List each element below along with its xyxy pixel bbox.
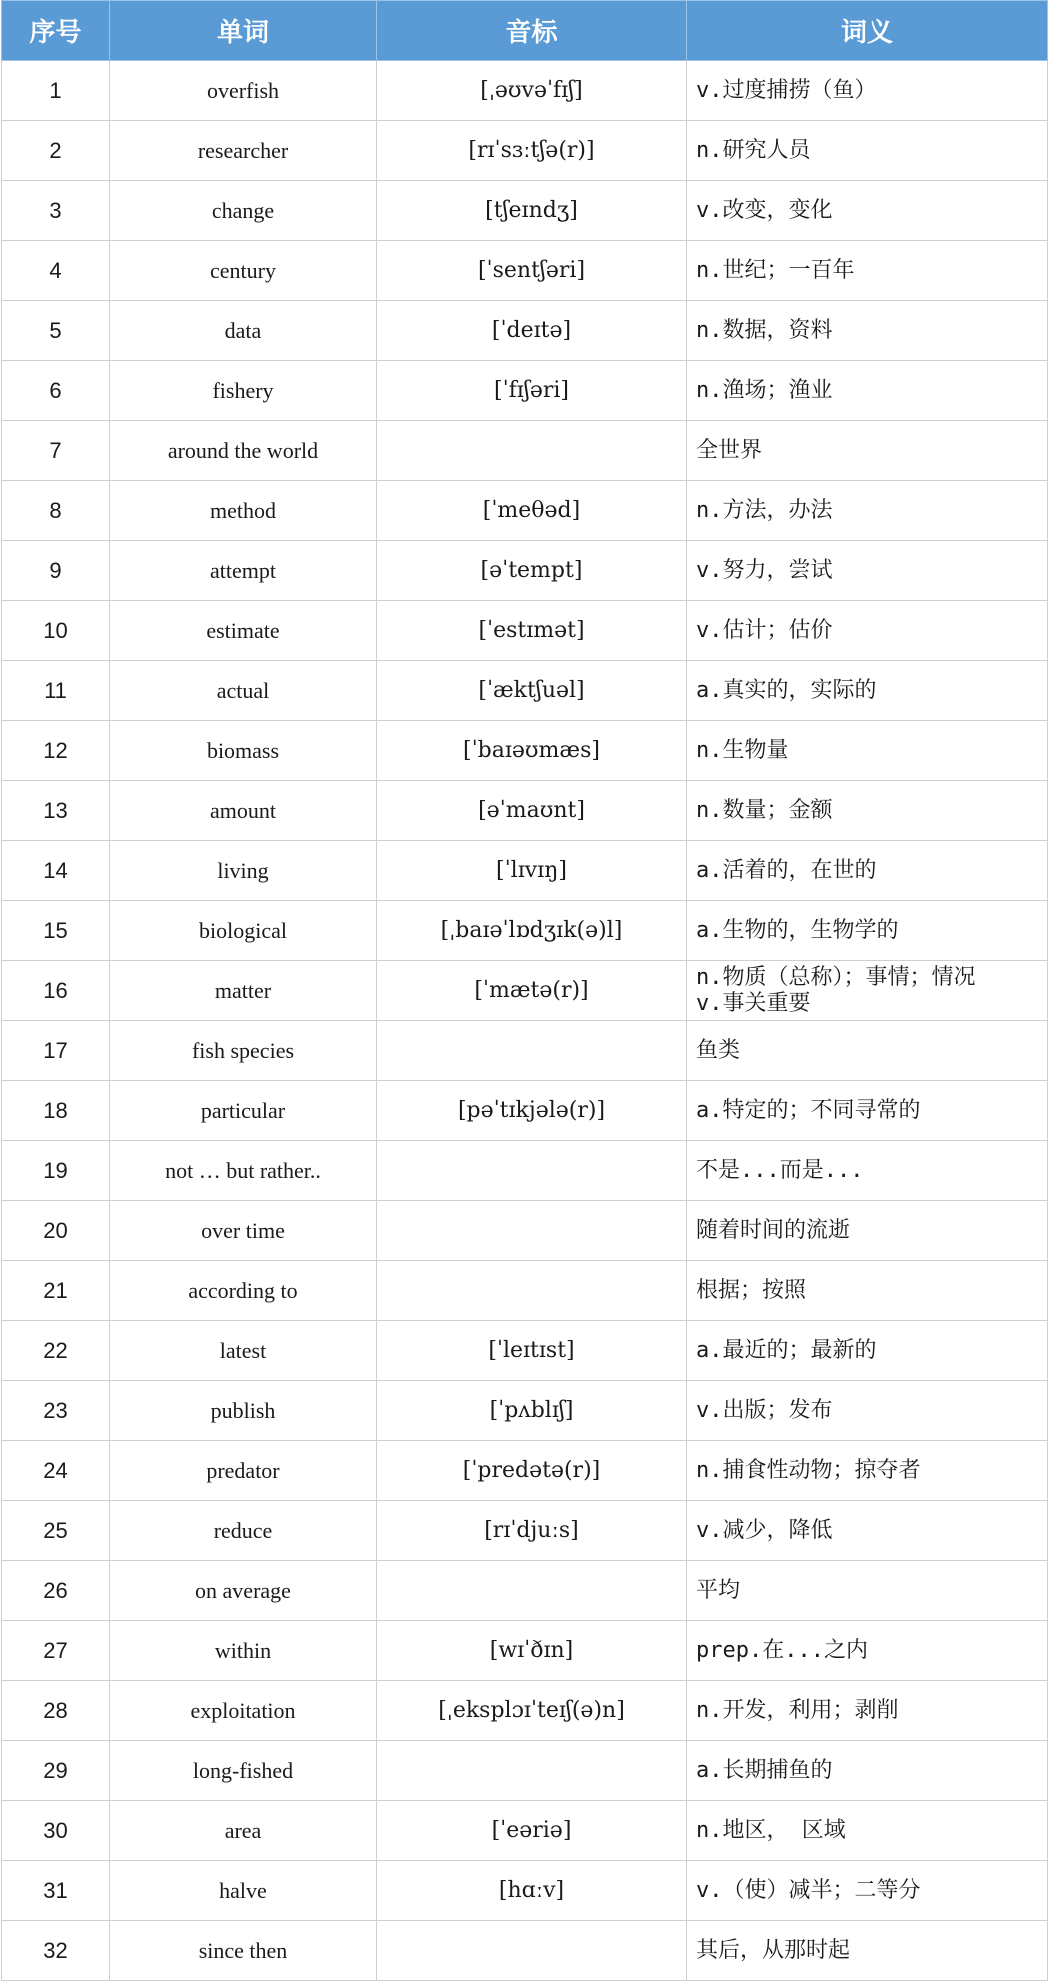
row-phonetic: [ˈpʌblɪʃ] bbox=[377, 1381, 687, 1441]
table-row bbox=[2, 841, 1048, 901]
row-phonetic bbox=[377, 421, 687, 481]
row-phonetic: [əˈtempt] bbox=[377, 541, 687, 601]
row-meaning: 平均 bbox=[687, 1561, 1048, 1621]
row-meaning: v.过度捕捞（鱼） bbox=[687, 61, 1048, 121]
row-word: data bbox=[110, 301, 377, 361]
row-meaning: a.真实的，实际的 bbox=[687, 661, 1048, 721]
row-word: reduce bbox=[110, 1501, 377, 1561]
row-meaning: 随着时间的流逝 bbox=[687, 1201, 1048, 1261]
table-row bbox=[2, 61, 1048, 121]
row-meaning: a.长期捕鱼的 bbox=[687, 1741, 1048, 1801]
row-meaning: n.生物量 bbox=[687, 721, 1048, 781]
row-phonetic bbox=[377, 1261, 687, 1321]
row-phonetic bbox=[377, 1741, 687, 1801]
row-meaning: 全世界 bbox=[687, 421, 1048, 481]
row-meaning: v.出版；发布 bbox=[687, 1381, 1048, 1441]
table-row bbox=[2, 541, 1048, 601]
row-meaning: a.活着的，在世的 bbox=[687, 841, 1048, 901]
row-index: 25 bbox=[2, 1501, 110, 1561]
row-word: fish species bbox=[110, 1021, 377, 1081]
row-meaning: v.改变，变化 bbox=[687, 181, 1048, 241]
row-meaning: n.渔场；渔业 bbox=[687, 361, 1048, 421]
row-phonetic: [ˌbaɪəˈlɒdʒɪk(ə)l] bbox=[377, 901, 687, 961]
row-phonetic bbox=[377, 1021, 687, 1081]
table-row bbox=[2, 481, 1048, 541]
row-phonetic: [hɑːv] bbox=[377, 1861, 687, 1921]
row-phonetic: [ˈleɪtɪst] bbox=[377, 1321, 687, 1381]
row-phonetic: [pəˈtɪkjələ(r)] bbox=[377, 1081, 687, 1141]
table-row bbox=[2, 781, 1048, 841]
row-word: fishery bbox=[110, 361, 377, 421]
row-meaning: v.努力，尝试 bbox=[687, 541, 1048, 601]
row-phonetic bbox=[377, 1921, 687, 1981]
row-index: 32 bbox=[2, 1921, 110, 1981]
row-word: overfish bbox=[110, 61, 377, 121]
row-index: 19 bbox=[2, 1141, 110, 1201]
row-meaning: n.地区， 区域 bbox=[687, 1801, 1048, 1861]
row-meaning: 鱼类 bbox=[687, 1021, 1048, 1081]
table-row bbox=[2, 901, 1048, 961]
row-word: not … but rather.. bbox=[110, 1141, 377, 1201]
row-word: century bbox=[110, 241, 377, 301]
row-word: according to bbox=[110, 1261, 377, 1321]
row-word: estimate bbox=[110, 601, 377, 661]
row-index: 31 bbox=[2, 1861, 110, 1921]
row-meaning: n.开发，利用；剥削 bbox=[687, 1681, 1048, 1741]
row-index: 5 bbox=[2, 301, 110, 361]
row-index: 1 bbox=[2, 61, 110, 121]
table-row bbox=[2, 301, 1048, 361]
row-meaning: a.生物的，生物学的 bbox=[687, 901, 1048, 961]
row-phonetic: [wɪˈðɪn] bbox=[377, 1621, 687, 1681]
row-meaning: 其后，从那时起 bbox=[687, 1921, 1048, 1981]
row-word: latest bbox=[110, 1321, 377, 1381]
row-index: 18 bbox=[2, 1081, 110, 1141]
header-phonetic: 音标 bbox=[377, 1, 687, 61]
row-index: 8 bbox=[2, 481, 110, 541]
row-word: area bbox=[110, 1801, 377, 1861]
table-row bbox=[2, 721, 1048, 781]
table-row bbox=[2, 361, 1048, 421]
header-meaning: 词义 bbox=[687, 1, 1048, 61]
row-index: 26 bbox=[2, 1561, 110, 1621]
vocabulary-table bbox=[1, 0, 1048, 1981]
row-word: halve bbox=[110, 1861, 377, 1921]
row-word: within bbox=[110, 1621, 377, 1681]
row-index: 3 bbox=[2, 181, 110, 241]
row-word: method bbox=[110, 481, 377, 541]
row-index: 4 bbox=[2, 241, 110, 301]
header-index: 序号 bbox=[2, 1, 110, 61]
row-index: 11 bbox=[2, 661, 110, 721]
row-word: publish bbox=[110, 1381, 377, 1441]
table-row bbox=[2, 1081, 1048, 1141]
table-row bbox=[2, 1441, 1048, 1501]
row-meaning: 根据；按照 bbox=[687, 1261, 1048, 1321]
row-meaning: v.（使）减半；二等分 bbox=[687, 1861, 1048, 1921]
row-word: since then bbox=[110, 1921, 377, 1981]
row-meaning: v.估计；估价 bbox=[687, 601, 1048, 661]
header-word: 单词 bbox=[110, 1, 377, 61]
row-phonetic: [ˈæktʃuəl] bbox=[377, 661, 687, 721]
row-phonetic: [ˈeəriə] bbox=[377, 1801, 687, 1861]
table-row bbox=[2, 601, 1048, 661]
row-phonetic: [əˈmaʊnt] bbox=[377, 781, 687, 841]
row-meaning: n.捕食性动物；掠夺者 bbox=[687, 1441, 1048, 1501]
row-word: over time bbox=[110, 1201, 377, 1261]
row-word: particular bbox=[110, 1081, 377, 1141]
row-index: 22 bbox=[2, 1321, 110, 1381]
table-row bbox=[2, 1621, 1048, 1681]
row-phonetic: [ˈmeθəd] bbox=[377, 481, 687, 541]
row-word: attempt bbox=[110, 541, 377, 601]
table-body bbox=[2, 61, 1048, 1981]
row-index: 13 bbox=[2, 781, 110, 841]
table-row bbox=[2, 181, 1048, 241]
row-meaning: n.方法，办法 bbox=[687, 481, 1048, 541]
table-row bbox=[2, 961, 1048, 1021]
row-word: actual bbox=[110, 661, 377, 721]
row-phonetic: [ˈsentʃəri] bbox=[377, 241, 687, 301]
row-phonetic: [ˈfɪʃəri] bbox=[377, 361, 687, 421]
row-phonetic: [ˈpredətə(r)] bbox=[377, 1441, 687, 1501]
row-phonetic: [ˈbaɪəʊmæs] bbox=[377, 721, 687, 781]
row-meaning: prep.在...之内 bbox=[687, 1621, 1048, 1681]
row-index: 7 bbox=[2, 421, 110, 481]
row-index: 6 bbox=[2, 361, 110, 421]
row-word: change bbox=[110, 181, 377, 241]
row-index: 16 bbox=[2, 961, 110, 1021]
row-phonetic: [ˈestɪmət] bbox=[377, 601, 687, 661]
table-row bbox=[2, 1501, 1048, 1561]
row-index: 21 bbox=[2, 1261, 110, 1321]
table-row bbox=[2, 661, 1048, 721]
row-index: 2 bbox=[2, 121, 110, 181]
row-word: living bbox=[110, 841, 377, 901]
row-word: matter bbox=[110, 961, 377, 1021]
row-word: researcher bbox=[110, 121, 377, 181]
row-word: biomass bbox=[110, 721, 377, 781]
row-index: 27 bbox=[2, 1621, 110, 1681]
row-index: 10 bbox=[2, 601, 110, 661]
row-phonetic: [tʃeɪndʒ] bbox=[377, 181, 687, 241]
row-index: 14 bbox=[2, 841, 110, 901]
row-phonetic: [ˈlɪvɪŋ] bbox=[377, 841, 687, 901]
row-index: 12 bbox=[2, 721, 110, 781]
row-meaning: v.减少，降低 bbox=[687, 1501, 1048, 1561]
row-meaning: 不是...而是... bbox=[687, 1141, 1048, 1201]
table-row bbox=[2, 1021, 1048, 1081]
row-phonetic: [ˌəʊvəˈfɪʃ] bbox=[377, 61, 687, 121]
row-index: 30 bbox=[2, 1801, 110, 1861]
row-index: 29 bbox=[2, 1741, 110, 1801]
row-index: 17 bbox=[2, 1021, 110, 1081]
row-phonetic: [ˈdeɪtə] bbox=[377, 301, 687, 361]
row-phonetic: [ˈmætə(r)] bbox=[377, 961, 687, 1021]
row-meaning: a.特定的；不同寻常的 bbox=[687, 1081, 1048, 1141]
table-row bbox=[2, 1561, 1048, 1621]
row-phonetic: [rɪˈsɜːtʃə(r)] bbox=[377, 121, 687, 181]
row-meaning: n.研究人员 bbox=[687, 121, 1048, 181]
row-phonetic: [ˌeksplɔɪˈteɪʃ(ə)n] bbox=[377, 1681, 687, 1741]
row-word: predator bbox=[110, 1441, 377, 1501]
row-phonetic bbox=[377, 1201, 687, 1261]
row-meaning: n.数量；金额 bbox=[687, 781, 1048, 841]
table-row bbox=[2, 1861, 1048, 1921]
table-row bbox=[2, 1681, 1048, 1741]
row-index: 9 bbox=[2, 541, 110, 601]
row-index: 20 bbox=[2, 1201, 110, 1261]
table-row bbox=[2, 241, 1048, 301]
row-index: 24 bbox=[2, 1441, 110, 1501]
table-row bbox=[2, 1261, 1048, 1321]
row-word: amount bbox=[110, 781, 377, 841]
row-word: biological bbox=[110, 901, 377, 961]
row-meaning: a.最近的；最新的 bbox=[687, 1321, 1048, 1381]
table-row bbox=[2, 1741, 1048, 1801]
row-word: exploitation bbox=[110, 1681, 377, 1741]
table-row bbox=[2, 1201, 1048, 1261]
row-meaning: n.数据，资料 bbox=[687, 301, 1048, 361]
row-meaning: n.物质（总称）；事情；情况 v.事关重要 bbox=[687, 961, 1048, 1021]
table-row bbox=[2, 1141, 1048, 1201]
row-index: 15 bbox=[2, 901, 110, 961]
row-phonetic: [rɪˈdjuːs] bbox=[377, 1501, 687, 1561]
table-row bbox=[2, 121, 1048, 181]
table-row bbox=[2, 1321, 1048, 1381]
row-phonetic bbox=[377, 1561, 687, 1621]
row-index: 28 bbox=[2, 1681, 110, 1741]
row-word: on average bbox=[110, 1561, 377, 1621]
table-row bbox=[2, 1801, 1048, 1861]
table-header-row bbox=[2, 1, 1048, 61]
row-phonetic bbox=[377, 1141, 687, 1201]
table-row bbox=[2, 1921, 1048, 1981]
row-index: 23 bbox=[2, 1381, 110, 1441]
row-word: long-fished bbox=[110, 1741, 377, 1801]
row-word: around the world bbox=[110, 421, 377, 481]
row-meaning: n.世纪；一百年 bbox=[687, 241, 1048, 301]
table-row bbox=[2, 421, 1048, 481]
table-row bbox=[2, 1381, 1048, 1441]
